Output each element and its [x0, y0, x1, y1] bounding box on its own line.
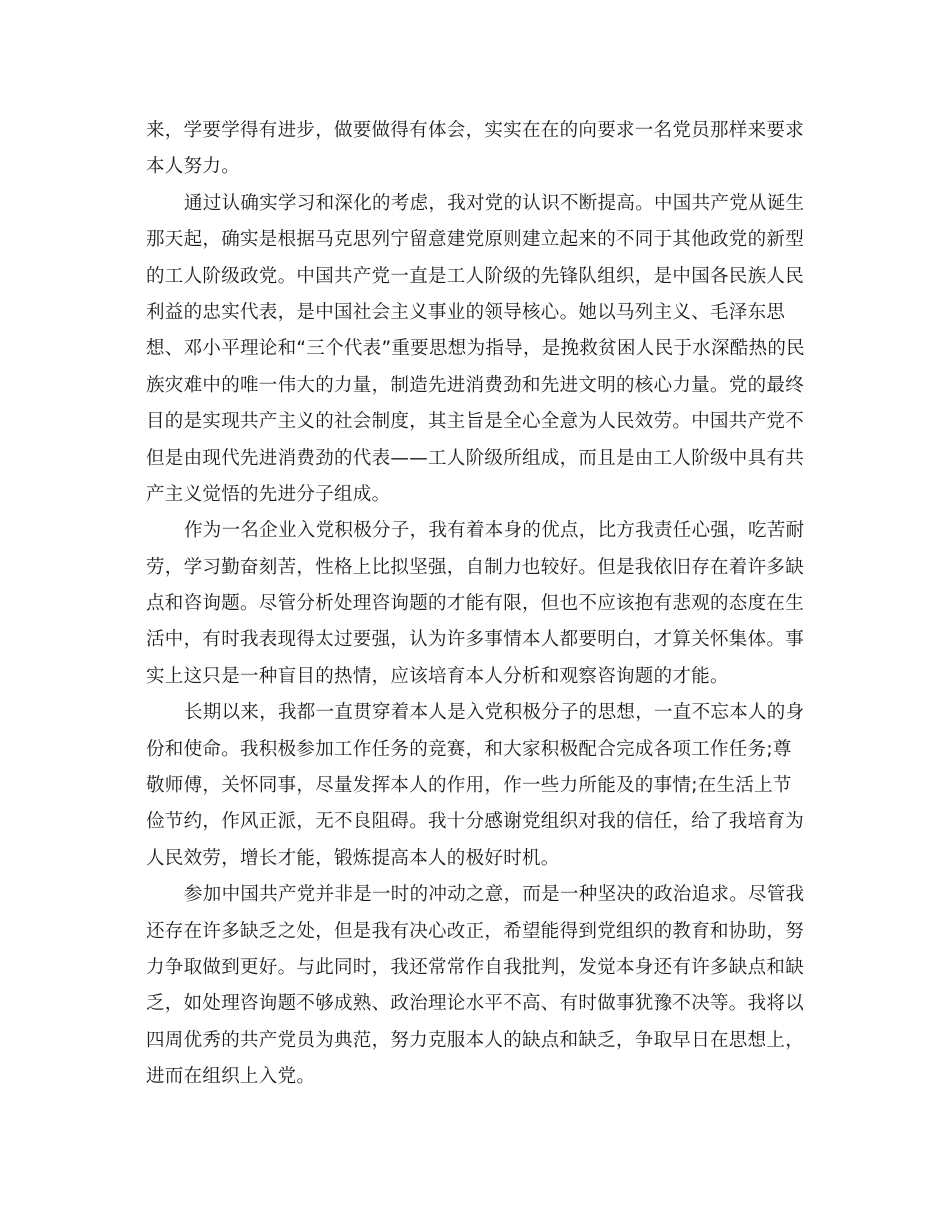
text-line: 点和咨询题。尽管分析处理咨询题的才能有限，但也不应该抱有悲观的态度在生	[146, 593, 805, 615]
paragraph-first-line: 长期以来，我都一直贯穿着本人是入党积极分子的思想，一直不忘本人的身	[184, 702, 805, 724]
text-line: 产主义觉悟的先进分子组成。	[146, 483, 391, 505]
text-line: 还存在许多缺乏之处，但是我有决心改正，希望能得到党组织的教育和协助，努	[146, 920, 805, 942]
paragraph-first-line: 参加中国共产党并非是一时的冲动之意，而是一种坚决的政治追求。尽管我	[184, 884, 805, 906]
text-line: 来，学要学得有进步，做要做得有体会，实实在在的向要求一名党员那样来要求	[146, 120, 805, 141]
paragraph-first-line: 作为一名企业入党积极分子，我有着本身的优点，比方我责任心强，吃苦耐	[184, 520, 805, 542]
text-line: 份和使命。我积极参加工作任务的竞赛，和大家积极配合完成各项工作任务;尊	[146, 738, 792, 760]
text-line: 敬师傅，关怀同事，尽量发挥本人的作用，作一些力所能及的事情;在生活上节	[146, 775, 792, 797]
text-line: 但是由现代先进消费劲的代表——工人阶级所组成，而且是由工人阶级中具有共	[146, 447, 805, 469]
text-line: 目的是实现共产主义的社会制度，其主旨是全心全意为人民效劳。中国共产党不	[146, 411, 805, 433]
text-line: 利益的忠实代表，是中国社会主义事业的领导核心。她以马列主义、毛泽东思	[146, 301, 786, 323]
text-line: 实上这只是一种盲目的热情，应该培育本人分析和观察咨询题的才能。	[146, 665, 729, 687]
text-line: 人民效劳，增长才能，锻炼提高本人的极好时机。	[146, 847, 560, 869]
document-body	[146, 113, 806, 1096]
text-line: 力争取做到更好。与此同时，我还常常作自我批判，发觉本身还有许多缺点和缺	[146, 956, 805, 978]
text-line: 的工人阶级政党。中国共产党一直是工人阶级的先锋队组织，是中国各民族人民	[146, 265, 805, 287]
text-line: 乏，如处理咨询题不够成熟、政治理论水平不高、有时做事犹豫不决等。我将以	[146, 993, 805, 1015]
text-line: 进而在组织上入党。	[146, 1066, 316, 1088]
text-line: 本人努力。	[146, 156, 241, 178]
text-line: 那天起，确实是根据马克思列宁留意建党原则建立起来的不同于其他政党的新型	[146, 229, 805, 251]
text-line: 俭节约，作风正派，无不良阻碍。我十分感谢党组织对我的信任，给了我培育为	[146, 811, 805, 833]
text-line: 族灾难中的唯一伟大的力量，制造先进消费劲和先进文明的核心力量。党的最终	[146, 374, 805, 396]
paragraph-first-line: 通过认确实学习和深化的考虑，我对党的认识不断提高。中国共产党从诞生	[184, 192, 805, 214]
text-line: 四周优秀的共产党员为典范，努力克服本人的缺点和缺乏，争取早日在思想上，	[146, 1029, 805, 1051]
text-line: 活中，有时我表现得太过要强，认为许多事情本人都要明白，才算关怀集体。事	[146, 629, 805, 651]
text-line: 想、邓小平理论和“三个代表”重要思想为指导，是挽救贫困人民于水深酷热的民	[146, 338, 805, 360]
text-line: 劳，学习勤奋刻苦，性格上比拟坚强，自制力也较好。但是我依旧存在着许多缺	[146, 556, 805, 578]
